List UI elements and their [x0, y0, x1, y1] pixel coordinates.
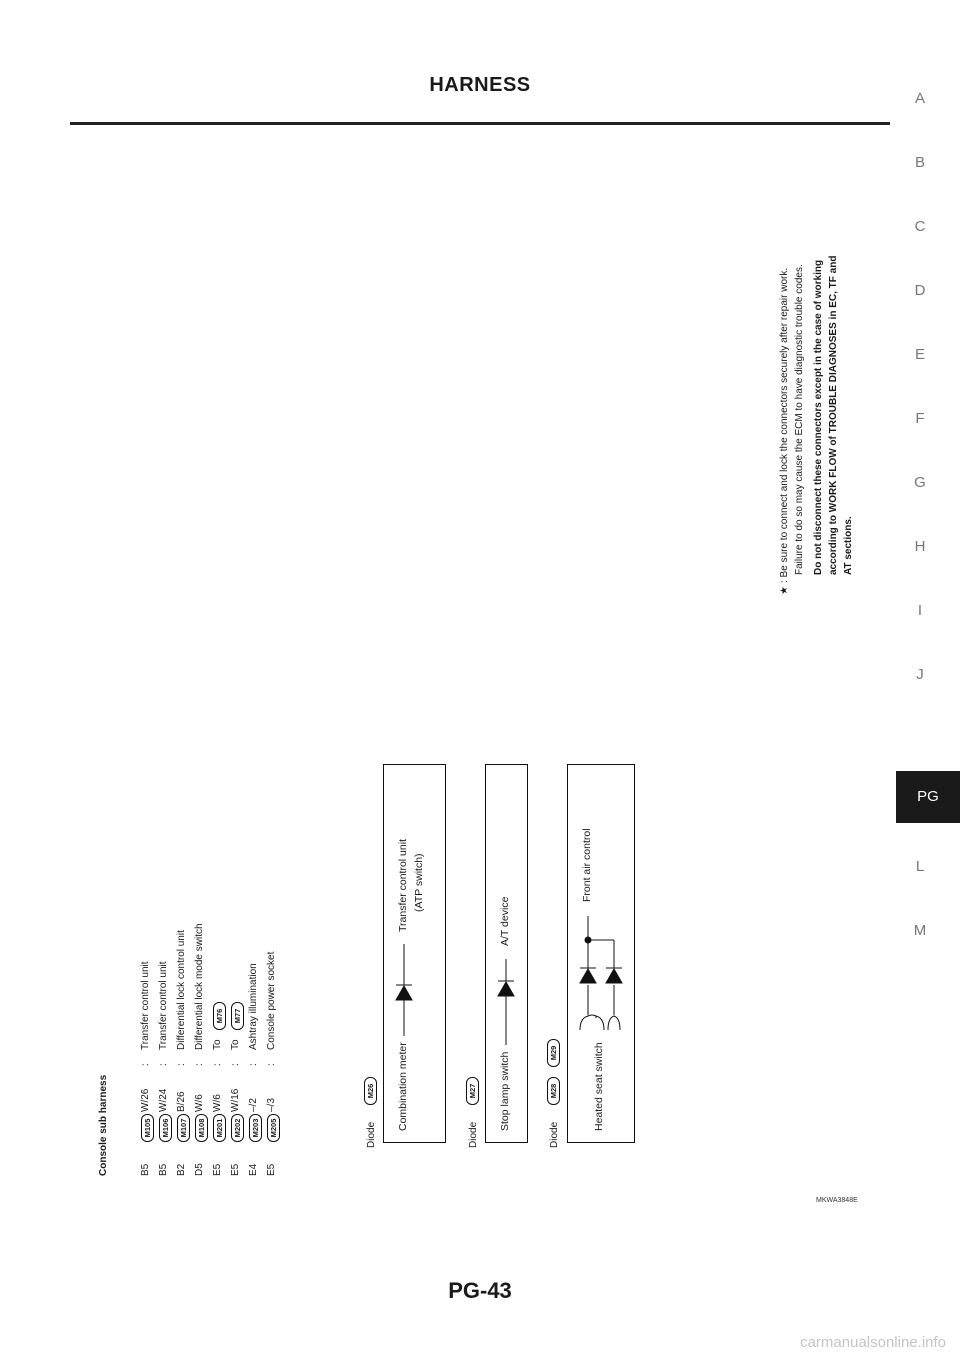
header-rule: [70, 122, 890, 125]
note-line-2: Failure to do so may cause the ECM to have diagnostic trouble codes.: [794, 264, 805, 575]
connector-badge: M27: [466, 1077, 479, 1105]
connector-code: –/2: [248, 1098, 259, 1112]
separator: :: [140, 1063, 151, 1066]
separator: :: [176, 1063, 187, 1066]
harness-row: [140, 696, 156, 1176]
console-harness-block: [96, 696, 296, 1176]
section-tab-c[interactable]: C: [914, 218, 926, 235]
grid-position: E5: [212, 1163, 223, 1176]
harness-row: [212, 696, 228, 1176]
connector-badge: M106: [159, 1114, 172, 1142]
separator: :: [266, 1063, 277, 1066]
connector-description: Transfer control unit: [140, 961, 151, 1050]
section-tab-a[interactable]: A: [914, 90, 925, 107]
connector-badge: M205: [267, 1114, 280, 1142]
connector-badge: M29: [547, 1039, 560, 1067]
connector-code: W/16: [230, 1088, 241, 1112]
connector-code: B/26: [176, 1091, 187, 1112]
notes-block: [779, 125, 869, 595]
connector-description: Ashtray illumination: [248, 963, 259, 1050]
section-tab-pg-active[interactable]: PG: [896, 771, 960, 823]
section-tab-f[interactable]: F: [915, 410, 925, 427]
figure-code: MKWA3848E: [816, 1197, 858, 1204]
connector-code: W/26: [140, 1088, 151, 1112]
separator: :: [158, 1063, 169, 1066]
grid-position: D5: [194, 1163, 205, 1176]
page-title: HARNESS: [429, 74, 531, 96]
connector-description: To: [212, 1039, 223, 1050]
diode-label: Diode: [549, 1121, 560, 1148]
connector-badge: M201: [213, 1114, 226, 1142]
to-connector-badge: M77: [231, 1002, 244, 1030]
front-air-control-label: Front air control: [581, 828, 593, 902]
connector-badge: M108: [195, 1114, 208, 1142]
atp-switch-label: (ATP switch): [413, 853, 425, 912]
section-tab-b[interactable]: B: [914, 154, 925, 171]
harness-title: Console sub harness: [98, 1074, 109, 1176]
to-connector-badge: M76: [213, 1002, 226, 1030]
star-icon: ★: [779, 586, 790, 595]
section-tab-m[interactable]: M: [913, 922, 927, 939]
connector-badge: M203: [249, 1114, 262, 1142]
separator: :: [230, 1063, 241, 1066]
page-number: PG-43: [448, 1278, 512, 1303]
separator: :: [194, 1063, 205, 1066]
diode-label: Diode: [468, 1121, 479, 1148]
harness-row: [158, 696, 174, 1176]
diode-box-m26: [383, 764, 446, 1143]
watermark: carmanualsonline.info: [800, 1334, 946, 1351]
connector-badge: M26: [364, 1077, 377, 1105]
connector-badge: M202: [231, 1114, 244, 1142]
grid-position: E5: [266, 1163, 277, 1176]
stop-lamp-switch-label: Stop lamp switch: [499, 1051, 511, 1131]
transfer-control-unit-label: Transfer control unit: [397, 839, 409, 932]
connector-description: Differential lock mode switch: [194, 923, 205, 1050]
note-line-1: : Be sure to connect and lock the connectors securely after repair work.: [779, 267, 790, 583]
connector-description: Transfer control unit: [158, 961, 169, 1050]
connector-code: W/6: [194, 1094, 205, 1112]
section-tab-l[interactable]: L: [915, 858, 925, 875]
section-tab-h[interactable]: H: [914, 538, 926, 555]
harness-row: [266, 696, 282, 1176]
diode-label: Diode: [366, 1121, 377, 1148]
grid-position: B5: [140, 1163, 151, 1176]
at-device-label: A/T device: [499, 896, 511, 946]
grid-position: B2: [176, 1163, 187, 1176]
connector-badge: M107: [177, 1114, 190, 1142]
connector-badge: M105: [141, 1114, 154, 1142]
section-tab-e[interactable]: E: [914, 346, 925, 363]
connector-description: To: [230, 1039, 241, 1050]
heated-seat-switch-label: Heated seat switch: [593, 1042, 605, 1131]
grid-position: E4: [248, 1163, 259, 1176]
separator: :: [248, 1063, 259, 1066]
connector-description: Differential lock control unit: [176, 930, 187, 1050]
harness-row: [248, 696, 264, 1176]
connector-description: Console power socket: [266, 951, 277, 1050]
harness-row: [230, 696, 246, 1176]
connector-code: –/3: [266, 1098, 277, 1112]
section-tab-d[interactable]: D: [914, 282, 926, 299]
grid-position: E5: [230, 1163, 241, 1176]
harness-row: [176, 696, 192, 1176]
section-tab-j[interactable]: J: [916, 666, 924, 683]
harness-row: [194, 696, 210, 1176]
separator: :: [212, 1063, 223, 1066]
note-line-3: Do not disconnect these connectors except in the case of working: [813, 259, 824, 575]
connector-badge: M28: [547, 1077, 560, 1105]
note-line-5: AT sections.: [843, 516, 854, 575]
connector-code: W/6: [212, 1094, 223, 1112]
section-tab-i[interactable]: I: [917, 602, 923, 619]
combination-meter-label: Combination meter: [397, 1042, 409, 1131]
connector-code: W/24: [158, 1088, 169, 1112]
grid-position: B5: [158, 1163, 169, 1176]
note-line-4: according to WORK FLOW of TROUBLE DIAGNOSES in EC, TF and: [828, 255, 839, 575]
section-tab-g[interactable]: G: [914, 474, 926, 491]
